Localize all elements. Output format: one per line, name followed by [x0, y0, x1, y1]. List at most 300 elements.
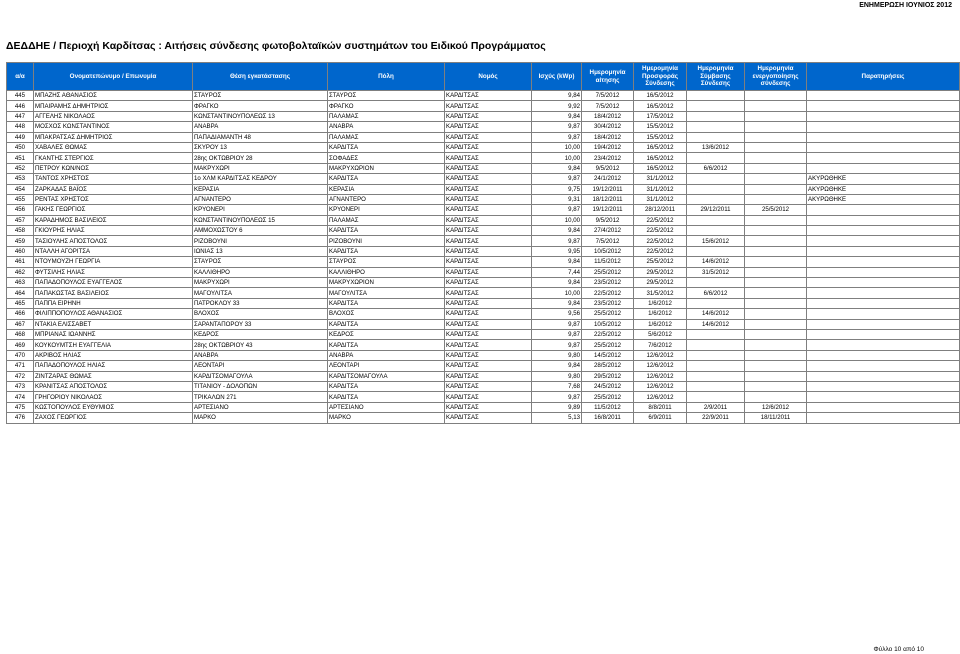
table-row	[7, 236, 960, 246]
application-date-cell: 25/5/2012	[582, 392, 634, 402]
row-number-cell: 469	[7, 340, 34, 350]
application-date-cell: 23/5/2012	[582, 298, 634, 308]
offer-date-cell: 1/6/2012	[634, 319, 687, 329]
power-cell: 7,44	[532, 267, 582, 277]
remarks-cell	[807, 371, 960, 381]
remarks-cell	[807, 142, 960, 152]
offer-date-cell: 6/9/2011	[634, 413, 687, 423]
prefecture-cell: ΚΑΡΔΙΤΣΑΣ	[445, 402, 532, 412]
remarks-cell	[807, 309, 960, 319]
column-header: α/α	[7, 63, 34, 91]
application-date-cell: 9/5/2012	[582, 163, 634, 173]
location-cell: ΑΡΤΕΣΙΑΝΟ	[193, 402, 328, 412]
power-cell: 9,89	[532, 402, 582, 412]
offer-date-cell: 1/6/2012	[634, 298, 687, 308]
remarks-cell	[807, 361, 960, 371]
table-row	[7, 319, 960, 329]
name-cell: ΝΤΑΛΛΗ ΑΓΟΡΙΤΣΑ	[34, 246, 193, 256]
contract-date-cell: 29/12/2011	[687, 205, 745, 215]
activation-date-cell	[745, 381, 807, 391]
remarks-cell	[807, 101, 960, 111]
city-cell: ΚΑΡΔΙΤΣΑ	[328, 142, 445, 152]
table-row	[7, 184, 960, 194]
column-header: Ονοματεπώνυμο / Επωνυμία	[34, 63, 193, 91]
activation-date-cell	[745, 101, 807, 111]
activation-date-cell	[745, 267, 807, 277]
application-date-cell: 25/5/2012	[582, 340, 634, 350]
contract-date-cell: 13/6/2012	[687, 142, 745, 152]
power-cell: 9,87	[532, 340, 582, 350]
contract-date-cell: 2/9/2011	[687, 402, 745, 412]
offer-date-cell: 17/5/2012	[634, 111, 687, 121]
remarks-cell	[807, 267, 960, 277]
location-cell: ΚΑΡΔΙΤΣΟΜΑΓΟΥΛΑ	[193, 371, 328, 381]
application-date-cell: 25/5/2012	[582, 309, 634, 319]
name-cell: ΤΑΝΤΟΣ ΧΡΗΣΤΟΣ	[34, 174, 193, 184]
contract-date-cell	[687, 381, 745, 391]
city-cell: ΚΑΡΔΙΤΣΑ	[328, 298, 445, 308]
offer-date-cell: 31/1/2012	[634, 174, 687, 184]
application-date-cell: 24/5/2012	[582, 381, 634, 391]
application-date-cell: 11/5/2012	[582, 402, 634, 412]
prefecture-cell: ΚΑΡΔΙΤΣΑΣ	[445, 205, 532, 215]
row-number-cell: 471	[7, 361, 34, 371]
application-date-cell: 19/12/2011	[582, 205, 634, 215]
activation-date-cell	[745, 340, 807, 350]
prefecture-cell: ΚΑΡΔΙΤΣΑΣ	[445, 153, 532, 163]
table-row	[7, 111, 960, 121]
application-date-cell: 7/5/2012	[582, 236, 634, 246]
offer-date-cell: 5/6/2012	[634, 329, 687, 339]
contract-date-cell: 6/6/2012	[687, 163, 745, 173]
activation-date-cell	[745, 288, 807, 298]
city-cell: ΒΛΟΧΟΣ	[328, 309, 445, 319]
row-number-cell: 449	[7, 132, 34, 142]
remarks-cell	[807, 329, 960, 339]
activation-date-cell	[745, 278, 807, 288]
offer-date-cell: 12/6/2012	[634, 350, 687, 360]
location-cell: ΜΑΓΟΥΛΙΤΣΑ	[193, 288, 328, 298]
city-cell: ΑΓΝΑΝΤΕΡΟ	[328, 194, 445, 204]
table-row	[7, 246, 960, 256]
contract-date-cell: 15/6/2012	[687, 236, 745, 246]
application-date-cell: 28/5/2012	[582, 361, 634, 371]
column-header: Ημερομηνία Προσφοράς Σύνδεσης	[634, 63, 687, 91]
row-number-cell: 452	[7, 163, 34, 173]
prefecture-cell: ΚΑΡΔΙΤΣΑΣ	[445, 111, 532, 121]
location-cell: ΙΩΝΙΑΣ 13	[193, 246, 328, 256]
column-header: Ημερομηνία Σύμβασης Σύνδεσης	[687, 63, 745, 91]
power-cell: 9,84	[532, 257, 582, 267]
prefecture-cell: ΚΑΡΔΙΤΣΑΣ	[445, 288, 532, 298]
application-date-cell: 25/5/2012	[582, 267, 634, 277]
name-cell: ΝΤΑΚΙΑ ΕΛΙΣΣΑΒΕΤ	[34, 319, 193, 329]
table-row	[7, 215, 960, 225]
row-number-cell: 457	[7, 215, 34, 225]
location-cell: ΛΕΟΝΤΑΡΙ	[193, 361, 328, 371]
contract-date-cell	[687, 329, 745, 339]
contract-date-cell	[687, 298, 745, 308]
offer-date-cell: 12/6/2012	[634, 392, 687, 402]
row-number-cell: 475	[7, 402, 34, 412]
row-number-cell: 459	[7, 236, 34, 246]
power-cell: 9,87	[532, 122, 582, 132]
remarks-cell	[807, 91, 960, 101]
table-row	[7, 381, 960, 391]
application-date-cell: 18/4/2012	[582, 132, 634, 142]
row-number-cell: 464	[7, 288, 34, 298]
row-number-cell: 451	[7, 153, 34, 163]
table-row	[7, 194, 960, 204]
remarks-cell	[807, 392, 960, 402]
city-cell: ΚΑΛΛΙΘΗΡΟ	[328, 267, 445, 277]
application-date-cell: 11/5/2012	[582, 257, 634, 267]
power-cell: 9,84	[532, 226, 582, 236]
application-date-cell: 30/4/2012	[582, 122, 634, 132]
application-date-cell: 7/5/2012	[582, 101, 634, 111]
city-cell: ΚΑΡΔΙΤΣΑ	[328, 340, 445, 350]
table-row	[7, 413, 960, 423]
city-cell: ΚΕΔΡΟΣ	[328, 329, 445, 339]
offer-date-cell: 28/12/2011	[634, 205, 687, 215]
city-cell: ΣΟΦΑΔΕΣ	[328, 153, 445, 163]
prefecture-cell: ΚΑΡΔΙΤΣΑΣ	[445, 174, 532, 184]
prefecture-cell: ΚΑΡΔΙΤΣΑΣ	[445, 215, 532, 225]
power-cell: 9,56	[532, 309, 582, 319]
application-date-cell: 22/5/2012	[582, 329, 634, 339]
row-number-cell: 455	[7, 194, 34, 204]
remarks-cell	[807, 381, 960, 391]
remarks-cell	[807, 205, 960, 215]
activation-date-cell	[745, 236, 807, 246]
row-number-cell: 465	[7, 298, 34, 308]
offer-date-cell: 16/5/2012	[634, 142, 687, 152]
table-row	[7, 101, 960, 111]
contract-date-cell	[687, 246, 745, 256]
remarks-cell	[807, 413, 960, 423]
name-cell: ΦΙΛΙΠΠΟΠΟΥΛΟΣ ΑΘΑΝΑΣΙΟΣ	[34, 309, 193, 319]
contract-date-cell	[687, 174, 745, 184]
name-cell: ΠΕΤΡΟΥ ΚΩΝ/ΝΟΣ	[34, 163, 193, 173]
row-number-cell: 470	[7, 350, 34, 360]
power-cell: 9,87	[532, 174, 582, 184]
power-cell: 9,95	[532, 246, 582, 256]
row-number-cell: 458	[7, 226, 34, 236]
prefecture-cell: ΚΑΡΔΙΤΣΑΣ	[445, 319, 532, 329]
name-cell: ΓΑΚΗΣ ΓΕΩΡΓΙΟΣ	[34, 205, 193, 215]
table-row	[7, 392, 960, 402]
offer-date-cell: 1/6/2012	[634, 309, 687, 319]
application-date-cell: 10/5/2012	[582, 319, 634, 329]
city-cell: ΚΑΡΔΙΤΣΑ	[328, 246, 445, 256]
location-cell: ΤΙΤΑΝΙΟΥ - ΔΟΛΟΠΩΝ	[193, 381, 328, 391]
contract-date-cell: 14/6/2012	[687, 309, 745, 319]
activation-date-cell	[745, 184, 807, 194]
location-cell: ΚΩΝΣΤΑΝΤΙΝΟΥΠΟΛΕΩΣ 13	[193, 111, 328, 121]
offer-date-cell: 15/5/2012	[634, 132, 687, 142]
offer-date-cell: 12/6/2012	[634, 381, 687, 391]
activation-date-cell	[745, 246, 807, 256]
name-cell: ΚΑΡΑΔΗΜΟΣ ΒΑΣΙΛΕΙΟΣ	[34, 215, 193, 225]
prefecture-cell: ΚΑΡΔΙΤΣΑΣ	[445, 236, 532, 246]
application-date-cell: 14/5/2012	[582, 350, 634, 360]
name-cell: ΠΑΠΑΔΟΠΟΥΛΟΣ ΗΛΙΑΣ	[34, 361, 193, 371]
page-title: ΔΕΔΔΗΕ / Περιοχή Καρδίτσας : Αιτήσεις σύνδεσης φωτοβολταϊκών συστημάτων του Ειδικού Προγράμματος	[6, 40, 546, 52]
location-cell: 28ης ΟΚΤΩΒΡΙΟΥ 28	[193, 153, 328, 163]
power-cell: 9,92	[532, 101, 582, 111]
row-number-cell: 453	[7, 174, 34, 184]
application-date-cell: 22/5/2012	[582, 288, 634, 298]
location-cell: 28ης ΟΚΤΩΒΡΙΟΥ 43	[193, 340, 328, 350]
contract-date-cell	[687, 226, 745, 236]
power-cell: 9,84	[532, 163, 582, 173]
row-number-cell: 473	[7, 381, 34, 391]
offer-date-cell: 16/5/2012	[634, 153, 687, 163]
power-cell: 9,84	[532, 91, 582, 101]
table-row	[7, 226, 960, 236]
prefecture-cell: ΚΑΡΔΙΤΣΑΣ	[445, 194, 532, 204]
column-header: Ημερομηνία ενεργοποίησης σύνδεσης	[745, 63, 807, 91]
remarks-cell	[807, 257, 960, 267]
activation-date-cell	[745, 350, 807, 360]
row-number-cell: 448	[7, 122, 34, 132]
offer-date-cell: 16/5/2012	[634, 163, 687, 173]
city-cell: ΡΙΖΟΒΟΥΝΙ	[328, 236, 445, 246]
table-row	[7, 91, 960, 101]
contract-date-cell	[687, 91, 745, 101]
city-cell: ΚΑΡΔΙΤΣΑ	[328, 319, 445, 329]
name-cell: ΜΠΡΙΑΝΑΣ ΙΩΑΝΝΗΣ	[34, 329, 193, 339]
column-header: Ημερομηνία αίτησης	[582, 63, 634, 91]
application-date-cell: 29/5/2012	[582, 371, 634, 381]
table-header-row	[7, 63, 960, 91]
name-cell: ΓΡΗΓΟΡΙΟΥ ΝΙΚΟΛΑΟΣ	[34, 392, 193, 402]
location-cell: ΒΛΟΧΟΣ	[193, 309, 328, 319]
contract-date-cell	[687, 278, 745, 288]
power-cell: 7,68	[532, 381, 582, 391]
activation-date-cell	[745, 361, 807, 371]
name-cell: ΚΡΑΝΙΤΣΑΣ ΑΠΟΣΤΟΛΟΣ	[34, 381, 193, 391]
power-cell: 9,84	[532, 278, 582, 288]
location-cell: ΚΩΝΣΤΑΝΤΙΝΟΥΠΟΛΕΩΣ 15	[193, 215, 328, 225]
table-row	[7, 163, 960, 173]
city-cell: ΚΑΡΔΙΤΣΑ	[328, 174, 445, 184]
row-number-cell: 460	[7, 246, 34, 256]
activation-date-cell	[745, 194, 807, 204]
power-cell: 9,87	[532, 132, 582, 142]
name-cell: ΦΥΤΣΙΛΗΣ ΗΛΙΑΣ	[34, 267, 193, 277]
activation-date-cell: 12/6/2012	[745, 402, 807, 412]
prefecture-cell: ΚΑΡΔΙΤΣΑΣ	[445, 226, 532, 236]
activation-date-cell	[745, 226, 807, 236]
name-cell: ΝΤΟΥΜΟΥΖΗ ΓΕΩΡΓΙΑ	[34, 257, 193, 267]
name-cell: ΜΠΑΙΡΑΜΗΣ ΔΗΜΗΤΡΙΟΣ	[34, 101, 193, 111]
location-cell: ΜΑΚΡΥΧΩΡΙ	[193, 278, 328, 288]
column-header: Ισχύς (kWp)	[532, 63, 582, 91]
contract-date-cell	[687, 153, 745, 163]
application-date-cell: 18/4/2012	[582, 111, 634, 121]
contract-date-cell	[687, 215, 745, 225]
table-row	[7, 340, 960, 350]
activation-date-cell	[745, 215, 807, 225]
table-row	[7, 361, 960, 371]
table-row	[7, 329, 960, 339]
activation-date-cell	[745, 132, 807, 142]
city-cell: ΜΑΡΚΟ	[328, 413, 445, 423]
location-cell: ΚΕΡΑΣΙΑ	[193, 184, 328, 194]
table-row	[7, 278, 960, 288]
power-cell: 9,84	[532, 298, 582, 308]
table-row	[7, 350, 960, 360]
prefecture-cell: ΚΑΡΔΙΤΣΑΣ	[445, 101, 532, 111]
offer-date-cell: 22/5/2012	[634, 236, 687, 246]
name-cell: ΚΩΣΤΟΠΟΥΛΟΣ ΕΥΘΥΜΙΟΣ	[34, 402, 193, 412]
location-cell: ΠΑΤΡΟΚΛΟΥ 33	[193, 298, 328, 308]
application-date-cell: 18/12/2011	[582, 194, 634, 204]
row-number-cell: 445	[7, 91, 34, 101]
city-cell: ΚΕΡΑΣΙΑ	[328, 184, 445, 194]
name-cell: ΜΟΣΧΟΣ ΚΩΝΣΤΑΝΤΙΝΟΣ	[34, 122, 193, 132]
remarks-cell: ΑΚΥΡΩΘΗΚΕ	[807, 194, 960, 204]
row-number-cell: 454	[7, 184, 34, 194]
offer-date-cell: 31/1/2012	[634, 194, 687, 204]
contract-date-cell: 14/6/2012	[687, 319, 745, 329]
location-cell: ΡΙΖΟΒΟΥΝΙ	[193, 236, 328, 246]
table-row	[7, 142, 960, 152]
prefecture-cell: ΚΑΡΔΙΤΣΑΣ	[445, 257, 532, 267]
offer-date-cell: 15/5/2012	[634, 122, 687, 132]
city-cell: ΚΑΡΔΙΤΣΑ	[328, 226, 445, 236]
applications-table	[6, 62, 960, 424]
table-row	[7, 309, 960, 319]
prefecture-cell: ΚΑΡΔΙΤΣΑΣ	[445, 298, 532, 308]
activation-date-cell: 25/5/2012	[745, 205, 807, 215]
offer-date-cell: 31/5/2012	[634, 288, 687, 298]
location-cell: ΠΑΠΑΔΙΑΜΑΝΤΗ 48	[193, 132, 328, 142]
city-cell: ΑΝΑΒΡΑ	[328, 122, 445, 132]
offer-date-cell: 25/5/2012	[634, 257, 687, 267]
remarks-cell	[807, 278, 960, 288]
power-cell: 10,00	[532, 153, 582, 163]
offer-date-cell: 12/6/2012	[634, 361, 687, 371]
prefecture-cell: ΚΑΡΔΙΤΣΑΣ	[445, 350, 532, 360]
contract-date-cell	[687, 392, 745, 402]
table-row	[7, 132, 960, 142]
application-date-cell: 19/4/2012	[582, 142, 634, 152]
offer-date-cell: 29/5/2012	[634, 267, 687, 277]
power-cell: 9,84	[532, 361, 582, 371]
location-cell: ΑΜΜΟΧΩΣΤΟΥ 6	[193, 226, 328, 236]
name-cell: ΜΠΑΖΗΣ ΑΘΑΝΑΣΙΟΣ	[34, 91, 193, 101]
contract-date-cell: 14/6/2012	[687, 257, 745, 267]
remarks-cell	[807, 340, 960, 350]
contract-date-cell	[687, 122, 745, 132]
prefecture-cell: ΚΑΡΔΙΤΣΑΣ	[445, 163, 532, 173]
row-number-cell: 467	[7, 319, 34, 329]
name-cell: ΧΑΒΑΛΕΣ ΘΩΜΑΣ	[34, 142, 193, 152]
prefecture-cell: ΚΑΡΔΙΤΣΑΣ	[445, 91, 532, 101]
offer-date-cell: 29/5/2012	[634, 278, 687, 288]
power-cell: 9,87	[532, 319, 582, 329]
offer-date-cell: 22/5/2012	[634, 226, 687, 236]
activation-date-cell	[745, 319, 807, 329]
city-cell: ΑΝΑΒΡΑ	[328, 350, 445, 360]
city-cell: ΚΡΥΟΝΕΡΙ	[328, 205, 445, 215]
offer-date-cell: 8/8/2011	[634, 402, 687, 412]
name-cell: ΖΙΝΤΖΑΡΑΣ ΘΩΜΑΣ	[34, 371, 193, 381]
name-cell: ΑΚΡΙΒΟΣ ΗΛΙΑΣ	[34, 350, 193, 360]
table-row	[7, 205, 960, 215]
remarks-cell	[807, 319, 960, 329]
activation-date-cell	[745, 111, 807, 121]
activation-date-cell	[745, 371, 807, 381]
remarks-cell	[807, 298, 960, 308]
power-cell: 9,80	[532, 350, 582, 360]
prefecture-cell: ΚΑΡΔΙΤΣΑΣ	[445, 392, 532, 402]
activation-date-cell	[745, 91, 807, 101]
activation-date-cell	[745, 309, 807, 319]
remarks-cell: ΑΚΥΡΩΘΗΚΕ	[807, 174, 960, 184]
offer-date-cell: 22/5/2012	[634, 215, 687, 225]
name-cell: ΓΚΑΝΤΗΣ ΣΤΕΡΓΙΟΣ	[34, 153, 193, 163]
contract-date-cell	[687, 111, 745, 121]
activation-date-cell	[745, 329, 807, 339]
prefecture-cell: ΚΑΡΔΙΤΣΑΣ	[445, 361, 532, 371]
offer-date-cell: 31/1/2012	[634, 184, 687, 194]
prefecture-cell: ΚΑΡΔΙΤΣΑΣ	[445, 371, 532, 381]
contract-date-cell	[687, 350, 745, 360]
name-cell: ΜΠΑΚΡΑΤΣΑΣ ΔΗΜΗΤΡΙΟΣ	[34, 132, 193, 142]
name-cell: ΓΚΙΟΥΡΗΣ ΗΛΙΑΣ	[34, 226, 193, 236]
application-date-cell: 23/4/2012	[582, 153, 634, 163]
table-row	[7, 122, 960, 132]
name-cell: ΤΑΣΙΟΥΛΗΣ ΑΠΟΣΤΟΛΟΣ	[34, 236, 193, 246]
power-cell: 9,87	[532, 205, 582, 215]
column-header: Νομός	[445, 63, 532, 91]
prefecture-cell: ΚΑΡΔΙΤΣΑΣ	[445, 132, 532, 142]
activation-date-cell	[745, 153, 807, 163]
application-date-cell: 7/5/2012	[582, 91, 634, 101]
power-cell: 10,00	[532, 288, 582, 298]
prefecture-cell: ΚΑΡΔΙΤΣΑΣ	[445, 142, 532, 152]
city-cell: ΚΑΡΔΙΤΣΑ	[328, 381, 445, 391]
update-date-label: ΕΝΗΜΕΡΩΣΗ ΙΟΥΝΙΟΣ 2012	[859, 2, 952, 9]
location-cell: ΚΕΔΡΟΣ	[193, 329, 328, 339]
row-number-cell: 474	[7, 392, 34, 402]
city-cell: ΜΑΚΡΥΧΩΡΙΟΝ	[328, 278, 445, 288]
prefecture-cell: ΚΑΡΔΙΤΣΑΣ	[445, 340, 532, 350]
contract-date-cell	[687, 371, 745, 381]
power-cell: 9,31	[532, 194, 582, 204]
contract-date-cell	[687, 132, 745, 142]
location-cell: ΣΤΑΥΡΟΣ	[193, 257, 328, 267]
table-row	[7, 298, 960, 308]
row-number-cell: 446	[7, 101, 34, 111]
city-cell: ΣΤΑΥΡΟΣ	[328, 257, 445, 267]
row-number-cell: 468	[7, 329, 34, 339]
power-cell: 5,13	[532, 413, 582, 423]
contract-date-cell	[687, 361, 745, 371]
city-cell: ΚΑΡΔΙΤΣΑ	[328, 392, 445, 402]
power-cell: 9,87	[532, 329, 582, 339]
table-row	[7, 402, 960, 412]
row-number-cell: 463	[7, 278, 34, 288]
row-number-cell: 447	[7, 111, 34, 121]
remarks-cell	[807, 153, 960, 163]
location-cell: ΜΑΡΚΟ	[193, 413, 328, 423]
remarks-cell	[807, 288, 960, 298]
activation-date-cell	[745, 257, 807, 267]
